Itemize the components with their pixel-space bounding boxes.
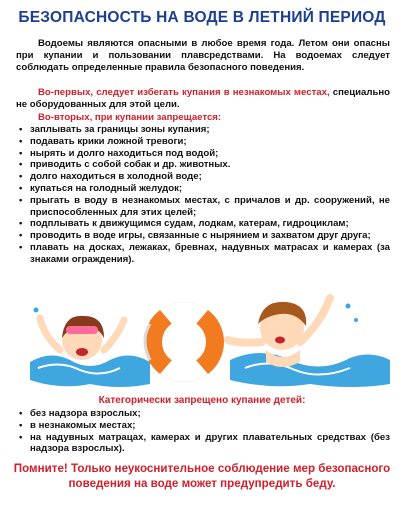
first-rule-lead: Во-первых, следует избегать купания в незнакомых местах, bbox=[38, 87, 330, 98]
list-item: • плавать на досках, лежаках, бревнах, надувных матрасах и камерах (за знаками ограждения). bbox=[16, 242, 390, 266]
list-item: • без надзора взрослых; bbox=[16, 408, 390, 420]
water-right bbox=[230, 353, 390, 387]
children-list bbox=[16, 408, 390, 455]
water-left bbox=[30, 355, 150, 387]
list-item: • подавать крики ложной тревоги; bbox=[16, 136, 390, 148]
final-warning: Помните! Только неукоснительное соблюдение мер безопасного поведения на воде может предупредить беду. bbox=[13, 462, 391, 490]
life-ring-icon bbox=[144, 302, 224, 382]
list-item: • прыгать в воду в незнакомых местах, с причалов и др. сооружений, не приспособленных для этих целей; bbox=[16, 195, 390, 219]
list-item: • подплывать к движущимся судам, лодкам, катерам, гидроциклам; bbox=[16, 218, 390, 230]
girl-mouth bbox=[76, 348, 88, 356]
list-item: • приводить с собой собак и др. животных. bbox=[16, 159, 390, 171]
list-item: • заплывать за границы зоны купания; bbox=[16, 124, 390, 136]
illustration-drowning-children bbox=[0, 280, 404, 390]
list-item: • в незнакомых местах; bbox=[16, 420, 390, 432]
prohibited-list bbox=[16, 124, 390, 266]
first-rule-paragraph bbox=[16, 87, 390, 111]
list-item: • проводить в воде игры, связанные с нырянием и захватом друг друга; bbox=[16, 230, 390, 242]
children-heading: Категорически запрещено купание детей: bbox=[98, 395, 306, 406]
girl-goggles bbox=[66, 326, 98, 334]
droplet bbox=[346, 304, 351, 309]
list-item: • нырять и долго находиться под водой; bbox=[16, 148, 390, 160]
first-rule-rest: специально не оборудованных для этой цели. bbox=[16, 87, 390, 110]
droplet bbox=[34, 308, 39, 313]
list-item: • купаться на голодный желудок; bbox=[16, 183, 390, 195]
droplet bbox=[354, 318, 358, 322]
prohibited-heading: Во-вторых, при купании запрещается: bbox=[38, 112, 222, 123]
intro-paragraph: Водоемы являются опасными в любое время года. Летом они опасны при купании и пользовании плавсредствами. На водоемах следует соблюдать определенные правила безопасного поведения. bbox=[16, 38, 390, 73]
list-item: • на надувных матрацах, камерах и других плавательных средствах (без надзора взрослых). bbox=[16, 432, 390, 456]
girl-arm-right bbox=[104, 320, 124, 350]
list-item: • долго находиться в холодной воде; bbox=[16, 171, 390, 183]
boy-arm-left bbox=[228, 340, 262, 343]
boy-mouth bbox=[275, 337, 285, 344]
girl-arm-left bbox=[40, 318, 60, 350]
page-title: БЕЗОПАСНОСТЬ НА ВОДЕ В ЛЕТНИЙ ПЕРИОД bbox=[18, 9, 386, 26]
